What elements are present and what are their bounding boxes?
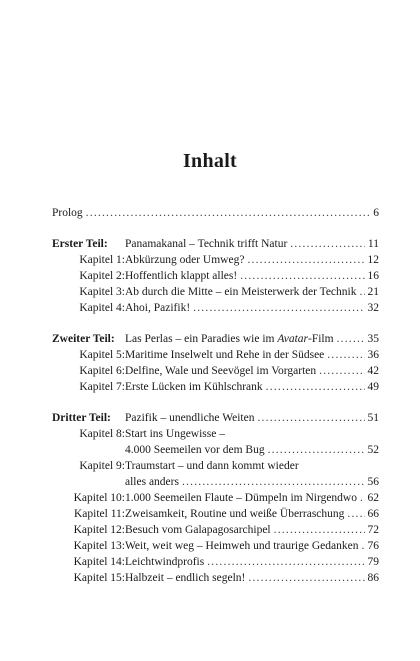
leader-dots xyxy=(268,442,365,458)
leader-dots xyxy=(248,570,364,586)
entry-title-line1: Traumstart – und dann kommt wieder xyxy=(125,460,299,472)
toc-chapter-7 xyxy=(52,379,379,395)
chapter-label: Kapitel 6: xyxy=(79,365,125,377)
toc-chapter-11 xyxy=(52,506,379,522)
chapter-label: Kapitel 8: xyxy=(79,428,125,440)
page-number: 72 xyxy=(367,524,379,536)
entry-title-emphasis: Avatar xyxy=(277,333,309,345)
page-number: 42 xyxy=(367,365,379,377)
entry-title: Ab durch die Mitte – ein Meisterwerk der Technik xyxy=(125,286,357,298)
page-number: 62 xyxy=(367,492,379,504)
chapter-label: Kapitel 2: xyxy=(79,270,125,282)
chapter-label: Kapitel 10: xyxy=(73,492,125,504)
entry-title: Leichtwindprofis xyxy=(125,556,205,568)
toc-chapter-14 xyxy=(52,554,379,570)
page-number: 49 xyxy=(367,381,379,393)
entry-title: Delfine, Wale und Seevögel im Vorgarten xyxy=(125,365,317,377)
entry-title: Erste Lücken im Kühlschrank xyxy=(125,381,263,393)
chapter-label: Kapitel 1: xyxy=(79,254,125,266)
toc-part-2 xyxy=(52,331,379,347)
toc-entry-prolog xyxy=(52,205,379,221)
page-number: 11 xyxy=(367,238,379,250)
toc-chapter-6 xyxy=(52,363,379,379)
page-number: 52 xyxy=(367,444,379,456)
toc-part-1 xyxy=(52,236,379,252)
entry-title: Abkürzung oder Umweg? xyxy=(125,254,245,266)
page-number: 16 xyxy=(367,270,379,282)
chapter-label: Kapitel 12: xyxy=(73,524,125,536)
chapter-label: Kapitel 14: xyxy=(73,556,125,568)
leader-dots xyxy=(182,474,365,490)
toc-chapter-10 xyxy=(52,490,379,506)
entry-title-line1: Start ins Ungewisse – xyxy=(125,428,225,440)
toc-chapter-9 xyxy=(52,458,379,474)
part-label: Zweiter Teil: xyxy=(52,333,115,345)
chapter-label: Kapitel 4: xyxy=(79,302,125,314)
toc-chapter-8 xyxy=(52,426,379,442)
entry-title: Pazifik – unendliche Weiten xyxy=(125,412,255,424)
page-number: 35 xyxy=(367,333,379,345)
toc-part-3 xyxy=(52,410,379,426)
page-number: 51 xyxy=(367,412,379,424)
entry-title: 1.000 Seemeilen Flaute – Dümpeln im Nirgendwo xyxy=(125,492,357,504)
entry-title: Maritime Inselwelt und Rehe in der Südsee xyxy=(125,349,325,361)
page-number: 12 xyxy=(367,254,379,266)
toc-chapter-9-cont xyxy=(52,474,379,490)
entry-title-end: -Film xyxy=(308,333,334,345)
leader-dots xyxy=(274,522,365,538)
chapter-label: Kapitel 9: xyxy=(79,460,125,472)
entry-title-start: Las Perlas – ein Paradies wie im xyxy=(125,333,278,345)
leader-dots xyxy=(207,554,364,570)
leader-dots xyxy=(337,331,365,347)
entry-title: Halbzeit – endlich segeln! xyxy=(125,572,246,584)
toc-chapter-5 xyxy=(52,347,379,363)
toc-chapter-15 xyxy=(52,570,379,586)
leader-dots xyxy=(361,538,364,554)
toc-chapter-2 xyxy=(52,268,379,284)
leader-dots xyxy=(257,410,364,426)
chapter-label: Kapitel 13: xyxy=(73,540,125,552)
toc-chapter-13 xyxy=(52,538,379,554)
page-number: 21 xyxy=(367,286,379,298)
entry-title: Ahoi, Pazifik! xyxy=(125,302,191,314)
page-number: 66 xyxy=(367,508,379,520)
page-number: 6 xyxy=(373,207,379,219)
toc-chapter-4 xyxy=(52,300,379,316)
page-title: Inhalt xyxy=(182,150,238,172)
entry-title: Hoffentlich klappt alles! xyxy=(125,270,238,282)
page-number: 79 xyxy=(367,556,379,568)
leader-dots xyxy=(193,300,364,316)
chapter-label: Kapitel 3: xyxy=(79,286,125,298)
toc-chapter-1 xyxy=(52,252,379,268)
toc-chapter-3 xyxy=(52,284,379,300)
leader-dots xyxy=(359,284,364,300)
leader-dots xyxy=(360,490,365,506)
leader-dots xyxy=(319,363,364,379)
entry-title-line2: alles anders xyxy=(125,476,179,488)
leader-dots xyxy=(327,347,364,363)
leader-dots xyxy=(347,506,364,522)
chapter-label: Kapitel 5: xyxy=(79,349,125,361)
chapter-label: Kapitel 11: xyxy=(74,508,125,520)
page-number: 86 xyxy=(367,572,379,584)
entry-title: Prolog xyxy=(52,207,83,219)
entry-title: Zweisamkeit, Routine und weiße Überraschung xyxy=(125,508,345,520)
page-number: 76 xyxy=(367,540,379,552)
entry-title xyxy=(125,331,334,347)
toc-chapter-12 xyxy=(52,522,379,538)
page-number: 56 xyxy=(367,476,379,488)
part-label: Erster Teil: xyxy=(52,238,108,250)
entry-title: Weit, weit weg – Heimweh und traurige Gedanken xyxy=(125,540,359,552)
part-label: Dritter Teil: xyxy=(52,412,111,424)
leader-dots xyxy=(86,205,371,221)
leader-dots xyxy=(266,379,365,395)
toc-chapter-8-cont xyxy=(52,442,379,458)
chapter-label: Kapitel 7: xyxy=(79,381,125,393)
entry-title-line2: 4.000 Seemeilen vor dem Bug xyxy=(125,444,265,456)
page-number: 36 xyxy=(367,349,379,361)
chapter-label: Kapitel 15: xyxy=(73,572,125,584)
leader-dots xyxy=(290,236,365,252)
leader-dots xyxy=(240,268,364,284)
entry-title: Besuch vom Galapagosarchipel xyxy=(125,524,271,536)
leader-dots xyxy=(247,252,364,268)
page-number: 32 xyxy=(367,302,379,314)
entry-title: Panamakanal – Technik trifft Natur xyxy=(125,238,288,250)
